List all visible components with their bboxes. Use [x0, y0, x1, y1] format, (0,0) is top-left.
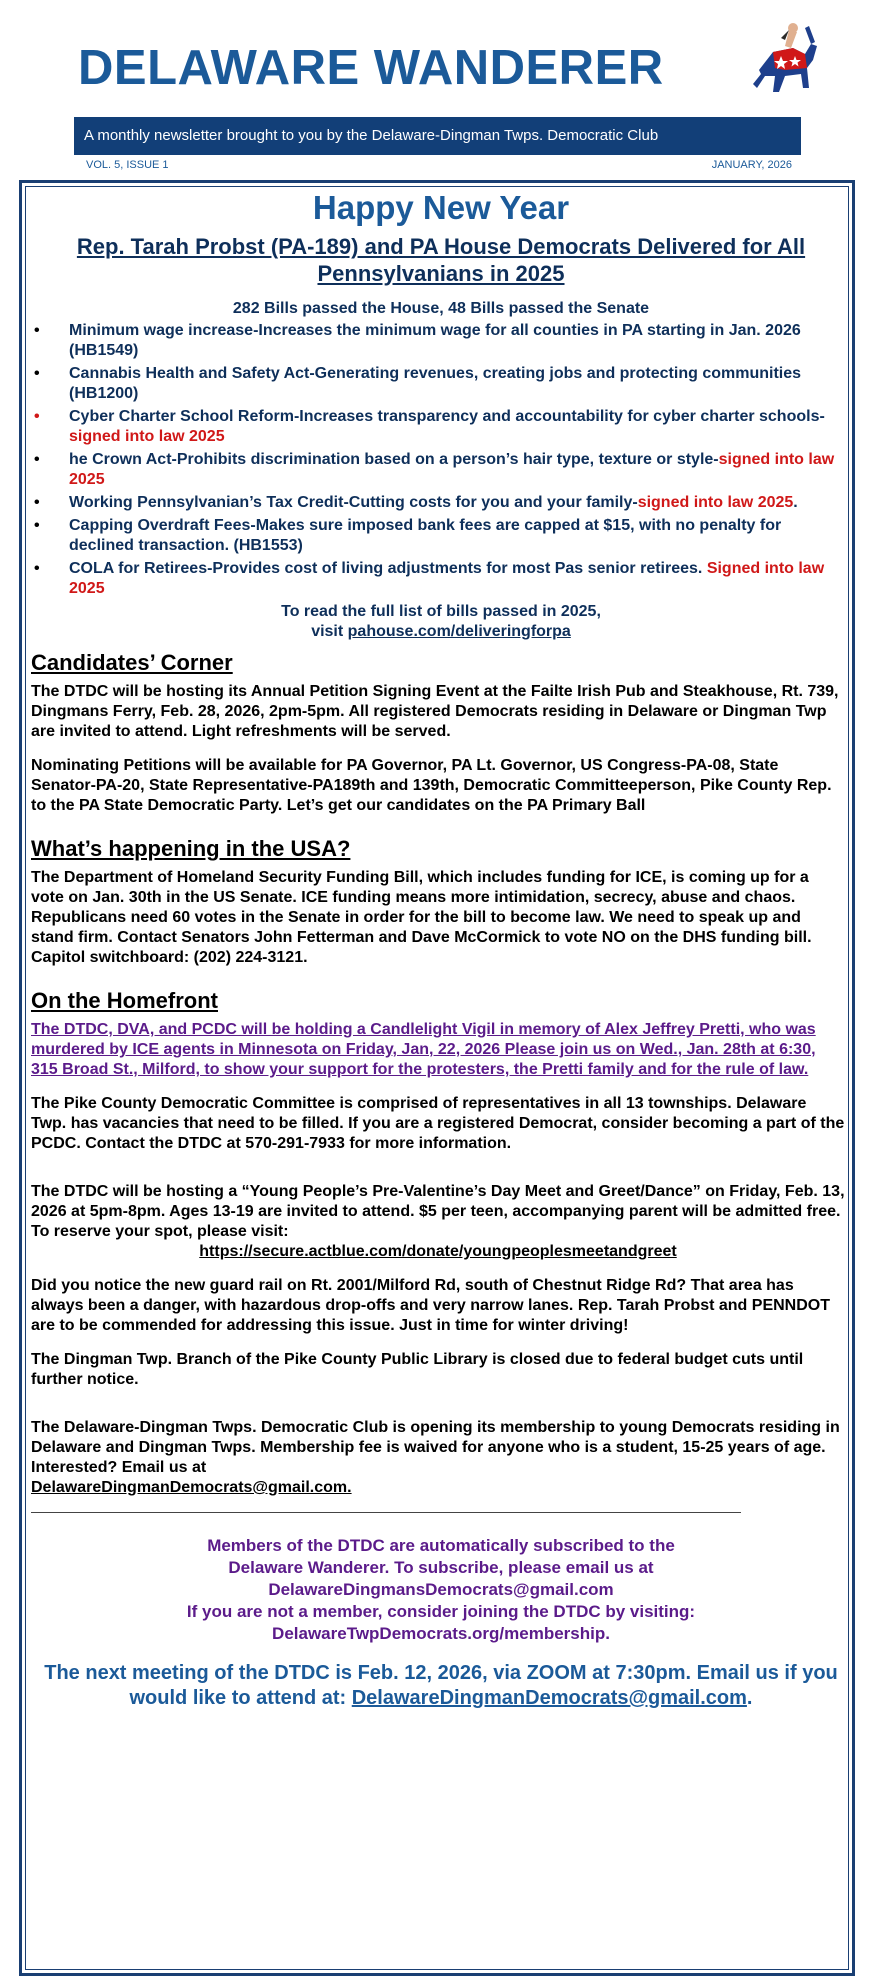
bullet-icon: • [34, 560, 40, 577]
issue-number: VOL. 5, ISSUE 1 [86, 159, 169, 171]
membership-email-link[interactable]: DelawareDingmanDemocrats@gmail.com. [31, 1479, 352, 1496]
bill-text: he Crown Act-Prohibits discrimination based on a person’s hair type, texture or style- [69, 451, 719, 468]
bill-item [31, 407, 851, 447]
tagline-bar: A monthly newsletter brought to you by the Delaware-Dingman Twps. Democratic Club [74, 117, 801, 155]
subscribe-block [31, 1535, 851, 1645]
headline: Happy New Year [312, 189, 570, 226]
bill-suffix: . [793, 494, 798, 511]
usa-heading: What’s happening in the USA? [31, 836, 351, 861]
bill-text: Working Pennsylvanian’s Tax Credit-Cutting costs for you and your family- [69, 494, 638, 511]
rep-section-title: Rep. Tarah Probst (PA-189) and PA House Democrats Delivered for All Pennsylvanians in 2025 [76, 234, 806, 286]
actblue-link[interactable]: https://secure.actblue.com/donate/youngpeoplesmeetandgreet [199, 1243, 677, 1260]
bill-item [31, 516, 851, 556]
deliveringforpa-link[interactable]: pahouse.com/deliveringforpa [347, 623, 571, 640]
newsletter-title: DELAWARE WANDERER [78, 41, 664, 95]
membership-paragraph [31, 1418, 851, 1498]
bill-item [31, 321, 851, 361]
bullet-icon: • [34, 365, 40, 382]
read-more-line: To read the full list of bills passed in 2025, [281, 603, 601, 620]
library-paragraph: The Dingman Twp. Branch of the Pike County Public Library is closed due to federal budget cuts until further notice. [31, 1351, 804, 1388]
bill-text: Capping Overdraft Fees-Makes sure imposed bank fees are capped at $15, with no penalty for declined transaction. (HB1553) [69, 517, 782, 554]
bill-status: signed into law 2025 [69, 428, 225, 445]
candidates-heading: Candidates’ Corner [31, 650, 233, 675]
divider [31, 1512, 741, 1513]
subscribe-line: Members of the DTDC are automatically subscribed to the [207, 1536, 675, 1555]
democratic-donkey-logo-icon [745, 18, 823, 114]
bill-item [31, 559, 851, 599]
valentines-dance-text: The DTDC will be hosting a “Young People’s Pre-Valentine’s Day Meet and Greet/Dance” on Friday, Feb. 13, 2026 at 5pm-8pm. Ages 13-19 are invited to attend. $5 per teen, accompanying parent will be admitted free. To reserve your spot, please visit: [31, 1183, 845, 1240]
bullet-icon: • [34, 494, 40, 511]
bill-status: signed into law 2025 [69, 451, 835, 488]
homefront-heading: On the Homefront [31, 988, 218, 1013]
subscribe-line: If you are not a member, consider joining the DTDC by visiting: [186, 1602, 696, 1621]
guard-rail-paragraph: Did you notice the new guard rail on Rt. 2001/Milford Rd, south of Chestnut Ridge Rd? That area has always been a danger, with hazardous drop-offs and very narrow lanes. Rep. Tarah Probst and PENNDOT are to be commended for addressing this issue. Just in time for winter driving! [31, 1277, 830, 1334]
subscribe-email[interactable]: DelawareDingmansDemocrats@gmail.com [268, 1580, 614, 1599]
bills-summary: 282 Bills passed the House, 48 Bills passed the Senate [232, 300, 650, 317]
meeting-email-link[interactable]: DelawareDingmanDemocrats@gmail.com [351, 1687, 747, 1709]
bullet-icon: • [34, 451, 40, 468]
masthead [0, 0, 870, 180]
read-more [31, 602, 851, 642]
read-more-visit [31, 622, 851, 642]
nominating-petitions-paragraph: Nominating Petitions will be available for PA Governor, PA Lt. Governor, US Congress-PA-08, State Senator-PA-20, State Representative-PA189th and 139th, Democratic Committeeperson, Pike County Rep. to the PA State Democratic Party. Let’s get our candidates on the PA Primary Ball [31, 757, 832, 814]
dhs-funding-paragraph: The Department of Homeland Security Funding Bill, which includes funding for ICE, is coming up for a vote on Jan. 30th in the US Senate. ICE funding means more intimidation, secrecy, abuse and chaos. Republicans need 60 votes in the Senate in order for the bill to become law. We need to speak up and stand firm. Contact Senators John Fetterman and Dave McCormick to vote NO on the DHS funding bill. Capitol switchboard: (202) 224-3121. [31, 869, 812, 966]
issue-date: JANUARY, 2026 [711, 159, 792, 171]
pcdc-vacancies-paragraph: The Pike County Democratic Committee is comprised of representatives in all 13 townships. Delaware Twp. has vacancies that need to be filled. If you are a registered Democrat, consider becoming a part of the PCDC. Contact the DTDC at 570-291-7933 for more information. [31, 1095, 845, 1152]
content [31, 183, 851, 1711]
read-more-prefix: visit [311, 623, 348, 640]
membership-text: The Delaware-Dingman Twps. Democratic Club is opening its membership to young Democrats residing in Delaware and Dingman Twps. Membership fee is waived for anyone who is a student, 15-25 years of age. Interested? Email us at [31, 1419, 840, 1476]
bill-item [31, 450, 851, 490]
bill-item [31, 364, 851, 404]
bill-status: Signed into law 2025 [69, 560, 825, 597]
meeting-text: The next meeting of the DTDC is Feb. 12, 2026, via ZOOM at 7:30pm. Email us if you would like to attend at: [44, 1662, 838, 1709]
meeting-suffix: . [746, 1687, 753, 1709]
bullet-icon: • [34, 322, 40, 339]
membership-url[interactable]: DelawareTwpDemocrats.org/membership. [272, 1624, 610, 1643]
bill-text: COLA for Retirees-Provides cost of living adjustments for most Pas senior retirees. [69, 560, 703, 577]
content-frame [19, 180, 855, 1976]
candlelight-vigil-link[interactable]: The DTDC, DVA, and PCDC will be holding a Candlelight Vigil in memory of Alex Jeffrey Pretti, who was murdered by ICE agents in Minnesota on Friday, Jan, 22, 2026 Please join us on Wed., Jan. 28th at 6:30, 315 Broad St., Milford, to show your support for the protesters, the Pretti family and for the rule of law. [31, 1021, 816, 1078]
bill-text: Cyber Charter School Reform-Increases transparency and accountability for cyber charter schools- [69, 408, 825, 425]
petition-event-paragraph: The DTDC will be hosting its Annual Petition Signing Event at the Failte Irish Pub and Steakhouse, Rt. 739, Dingmans Ferry, Feb. 28, 2026, 2pm-5pm. All registered Democrats residing in Delaware or Dingman Twp are invited to attend. Light refreshments will be served. [31, 683, 839, 740]
bullet-icon: • [34, 408, 40, 425]
bill-text: Cannabis Health and Safety Act-Generating revenues, creating jobs and protecting communities (HB1200) [69, 365, 802, 402]
valentines-dance-paragraph [31, 1182, 851, 1262]
meeting-notice [31, 1661, 851, 1711]
bills-list [31, 321, 851, 599]
bill-status: signed into law 2025 [637, 494, 794, 511]
subscribe-line: Delaware Wanderer. To subscribe, please email us at [228, 1558, 654, 1577]
bullet-icon: • [34, 517, 40, 534]
bill-item [31, 493, 851, 513]
bill-text: Minimum wage increase-Increases the minimum wage for all counties in PA starting in Jan. 2026 (HB1549) [69, 322, 801, 359]
